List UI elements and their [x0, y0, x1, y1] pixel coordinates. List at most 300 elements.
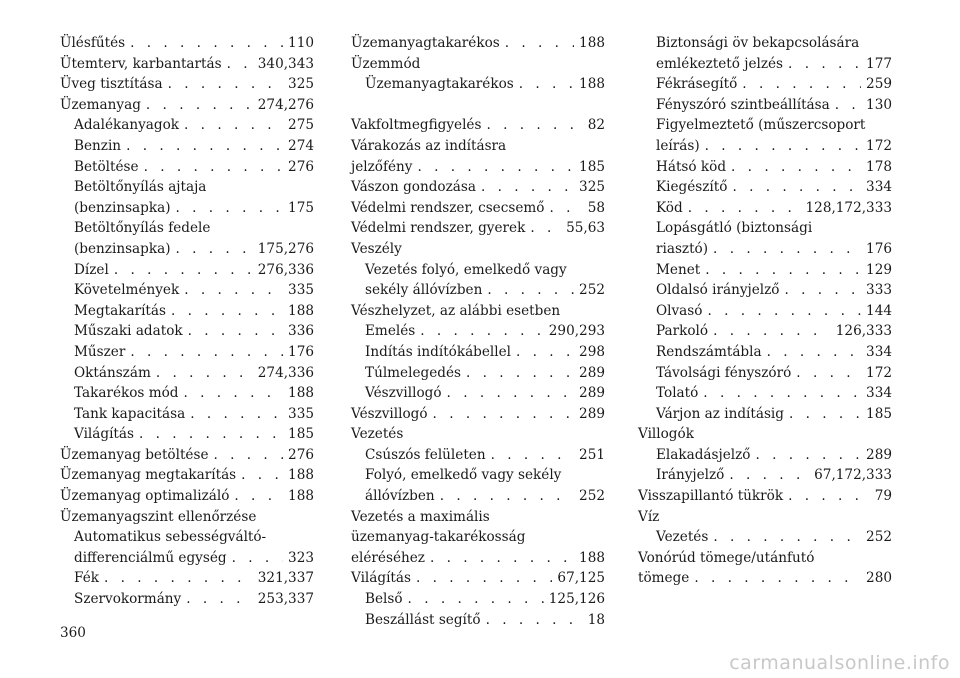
index-entry	[638, 342, 892, 363]
index-entry-label: Várakozás az indításra	[351, 137, 507, 154]
dot-leader	[130, 342, 283, 363]
dot-leader	[767, 342, 861, 363]
dot-leader	[505, 33, 574, 54]
index-entry-page: 177	[866, 55, 892, 72]
index-entry-label: Köd	[656, 199, 683, 216]
index-entry-label: tömege	[638, 570, 690, 587]
index-entry	[60, 548, 314, 569]
index-entry-label: Visszapillantó tükrök	[638, 488, 784, 505]
index-entry-label: Oldalsó irányjelző	[656, 282, 780, 299]
dot-leader	[139, 424, 283, 445]
dot-leader	[713, 321, 831, 342]
index-entry-label: Üveg tisztítása	[60, 76, 163, 93]
index-entry-page: 58	[587, 199, 605, 216]
index-entry	[638, 301, 892, 322]
index-entry-label: Adalékanyagok	[74, 117, 180, 134]
index-entry-label: Betöltése	[74, 158, 139, 175]
index-entry	[60, 54, 314, 75]
dot-leader	[796, 363, 861, 384]
index-entry	[60, 486, 314, 507]
index-entry-label: Vészvillogó	[351, 405, 428, 422]
index-column-1	[60, 33, 314, 610]
index-entry	[60, 383, 314, 404]
dot-leader	[789, 404, 861, 425]
dot-leader	[146, 95, 253, 116]
index-entry-label: leírás)	[656, 137, 700, 154]
index-entry-label: Vészvillogó	[365, 385, 442, 402]
index-entry	[351, 589, 605, 610]
index-entry	[638, 507, 892, 528]
index-column-3	[638, 33, 892, 589]
dot-leader	[530, 218, 561, 239]
dot-leader	[190, 404, 283, 425]
index-entry-label: Vászon gondozása	[351, 179, 476, 196]
dot-leader	[176, 198, 284, 219]
index-entry-label: differenciálmű egység	[74, 549, 227, 566]
index-entry-page: 129	[866, 261, 892, 278]
dot-leader	[516, 342, 574, 363]
index-entry	[638, 95, 892, 116]
index-entry-page: 188	[288, 467, 314, 484]
index-entry-label: Üzemanyagtakarékos	[351, 35, 500, 51]
index-entry	[60, 321, 314, 342]
index-entry	[638, 218, 892, 239]
index-entry	[351, 157, 605, 178]
dot-leader	[519, 74, 574, 95]
index-entry	[351, 301, 605, 322]
dot-leader	[742, 74, 861, 95]
index-entry-label: Villogók	[638, 426, 694, 443]
dot-leader	[417, 157, 574, 178]
index-entry	[60, 280, 314, 301]
index-entry	[351, 54, 605, 75]
index-entry-label: Folyó, emelkedő vagy sekély	[365, 467, 562, 484]
index-entry-label: Kiegészítő	[656, 179, 728, 196]
index-entry	[638, 527, 892, 548]
index-entry	[60, 589, 314, 610]
index-entry-page: 325	[288, 76, 314, 93]
index-entry	[638, 74, 892, 95]
index-entry-page: 172	[866, 137, 892, 154]
index-entry	[351, 177, 605, 198]
index-entry-page: 276,336	[257, 261, 314, 278]
index-entry-label: (benzinsapka)	[74, 199, 171, 216]
index-entry-page: 18	[587, 611, 605, 628]
index-entry	[351, 465, 605, 486]
dot-leader	[186, 589, 253, 610]
index-entry-page: 175,276	[257, 240, 314, 257]
index-entry-label: Védelmi rendszer, gyerek	[351, 220, 526, 237]
index-entry	[351, 239, 605, 260]
index-entry	[638, 404, 892, 425]
index-entry-label: Parkoló	[656, 323, 709, 340]
dot-leader	[731, 157, 861, 178]
index-entry	[60, 404, 314, 425]
index-entry-page: 188	[288, 488, 314, 505]
index-entry-page: 110	[288, 35, 314, 51]
index-entry-label: Vakfoltmegfigyelés	[351, 117, 482, 134]
index-entry-label: Dízel	[74, 261, 109, 278]
dot-leader	[234, 486, 283, 507]
dot-leader	[481, 177, 574, 198]
index-entry-label: Menet	[656, 261, 701, 278]
index-entry-label: Követelmények	[74, 282, 180, 299]
index-entry-page: 274	[288, 137, 314, 154]
index-entry	[351, 568, 605, 589]
index-entry-page: 323	[288, 549, 314, 566]
index-entry	[351, 321, 605, 342]
index-entry-page: 126,333	[835, 323, 892, 340]
index-entry	[638, 54, 892, 75]
index-entry-page: 188	[579, 549, 605, 566]
index-entry	[351, 342, 605, 363]
index-entry	[351, 280, 605, 301]
dot-leader	[241, 465, 283, 486]
index-entry	[60, 136, 314, 157]
index-entry-label: Irányjelző	[656, 467, 725, 484]
dot-leader	[156, 363, 253, 384]
index-entry-label: Műszaki adatok	[74, 323, 183, 340]
dot-leader	[130, 33, 283, 54]
index-entry-page: 185	[288, 426, 314, 443]
index-entry	[638, 198, 892, 219]
index-entry-label: Betöltőnyílás ajtaja	[74, 179, 207, 196]
index-entry-label: Takarékos mód	[74, 385, 179, 402]
index-entry	[60, 301, 314, 322]
dot-leader	[694, 568, 861, 589]
dot-leader	[171, 301, 283, 322]
index-entry-page: 188	[579, 76, 605, 93]
dot-leader	[491, 445, 574, 466]
index-entry	[638, 280, 892, 301]
index-entry-label: Ütemterv, karbantartás	[60, 55, 222, 72]
index-entry-label: Vonórúd tömege/utánfutó	[638, 549, 815, 566]
index-entry-label: Lopásgátló (biztonsági	[656, 220, 813, 237]
index-entry-label: Biztonsági öv bekapcsolására	[656, 35, 860, 51]
index-entry-page: 252	[579, 282, 605, 299]
index-entry	[351, 548, 605, 569]
index-entry-label: Veszély	[351, 240, 402, 257]
dot-leader	[707, 301, 861, 322]
dot-leader	[144, 157, 283, 178]
index-entry	[60, 568, 314, 589]
index-entry	[60, 465, 314, 486]
index-entry	[60, 115, 314, 136]
dot-leader	[184, 115, 283, 136]
dot-leader	[214, 445, 284, 466]
index-entry-page: 178	[866, 158, 892, 175]
dot-leader	[466, 363, 574, 384]
index-entry-page: 289	[579, 364, 605, 381]
index-entry-label: Fékrásegítő	[656, 76, 738, 93]
index-entry-label: Védelmi rendszer, csecsemő	[351, 199, 545, 216]
index-entry-page: 67,172,333	[814, 467, 892, 484]
index-entry	[60, 363, 314, 384]
index-entry-label: Világítás	[74, 426, 134, 443]
index-column-2	[351, 33, 605, 630]
index-entry-page: 82	[587, 117, 605, 134]
index-entry-page: 259	[866, 76, 892, 93]
index-entry	[638, 363, 892, 384]
index-entry-page: 252	[579, 488, 605, 505]
index-entry-page: 334	[866, 179, 892, 196]
index-entry	[638, 136, 892, 157]
index-entry-page: 252	[866, 529, 892, 546]
index-entry-page: 276	[288, 446, 314, 463]
index-entry-label: emlékeztető jelzés	[656, 55, 784, 72]
index-entry	[351, 115, 605, 136]
index-entry	[60, 527, 314, 548]
index-entry-label: Üzemanyagszint ellenőrzése	[60, 508, 257, 525]
index-entry-label: Rendszámtábla	[656, 343, 762, 360]
index-entry	[638, 321, 892, 342]
index-entry	[638, 445, 892, 466]
index-entry-label: Vezetés folyó, emelkedő vagy	[365, 261, 567, 278]
index-entry-label: Benzin	[74, 137, 122, 154]
index-entry-page: 289	[866, 446, 892, 463]
index-entry	[638, 177, 892, 198]
index-entry	[638, 33, 892, 54]
index-entry-page: 333	[866, 282, 892, 299]
index-entry-page: 176	[288, 343, 314, 360]
index-entry	[638, 383, 892, 404]
index-entry-label: sekély állóvízben	[365, 282, 483, 299]
index-entry-label: Víz	[638, 508, 660, 525]
index-entry-page: 185	[866, 405, 892, 422]
index-entry-label: Túlmelegedés	[365, 364, 461, 381]
index-entry-label: Elakadásjelző	[656, 446, 751, 463]
index-entry-page: 334	[866, 343, 892, 360]
index-entry	[638, 568, 892, 589]
index-entry-page: 335	[288, 405, 314, 422]
dot-leader	[420, 321, 544, 342]
index-entry-page: 321,337	[257, 570, 314, 587]
dot-leader	[729, 465, 809, 486]
index-entry-label: Oktánszám	[74, 364, 151, 381]
index-entry-label: Figyelmeztető (műszercsoport	[656, 117, 866, 134]
index-entry-page: 325	[579, 179, 605, 196]
index-entry	[638, 465, 892, 486]
index-entry-page: 144	[866, 302, 892, 319]
index-entry-page: 280	[866, 570, 892, 587]
index-spacer	[351, 95, 605, 116]
dot-leader	[430, 548, 574, 569]
index-entry-page: 251	[579, 446, 605, 463]
index-entry-label: Hátsó köd	[656, 158, 727, 175]
index-entry-page: 128,172,333	[805, 199, 892, 216]
index-entry-label: Fék	[74, 570, 99, 587]
dot-leader	[114, 260, 253, 281]
index-entry	[60, 177, 314, 198]
dot-leader	[184, 280, 283, 301]
index-entry	[60, 342, 314, 363]
dot-leader	[705, 136, 861, 157]
index-entry-label: Várjon az indításig	[656, 405, 784, 422]
index-entry-page: 290,293	[548, 323, 605, 340]
index-entry-label: Vezetés	[351, 426, 404, 443]
index-entry-page: 289	[579, 405, 605, 422]
index-entry-label: Üzemanyag megtakarítás	[60, 467, 237, 484]
index-entry-label: Szervokormány	[74, 591, 182, 608]
dot-leader	[416, 568, 552, 589]
index-entry	[60, 507, 314, 528]
dot-leader	[788, 486, 870, 507]
index-entry	[351, 424, 605, 445]
index-entry	[351, 33, 605, 54]
dot-leader	[732, 177, 861, 198]
index-entry	[60, 424, 314, 445]
dot-leader	[705, 260, 861, 281]
index-entry-label: Tank kapacitása	[74, 405, 186, 422]
index-entry-label: Belső	[365, 591, 403, 608]
index-entry	[60, 260, 314, 281]
index-entry-label: Műszer	[74, 343, 126, 360]
page-number: 360	[60, 625, 86, 641]
index-entry	[638, 115, 892, 136]
index-entry	[351, 610, 605, 631]
index-entry-label: Távolsági fényszóró	[656, 364, 792, 381]
index-entry	[351, 486, 605, 507]
index-entry-page: 188	[288, 385, 314, 402]
index-entry-page: 253,337	[257, 591, 314, 608]
index-entry-label: jelzőfény	[351, 158, 413, 175]
index-entry-label: Fényszóró szintbeállítása	[656, 96, 830, 113]
index-entry-page: 125,126	[548, 591, 605, 608]
index-entry-page: 175	[288, 199, 314, 216]
dot-leader	[788, 54, 861, 75]
index-entry	[351, 404, 605, 425]
index-entry	[60, 157, 314, 178]
index-entry-label: riasztó)	[656, 240, 709, 257]
index-entry-label: Üzemmód	[351, 55, 421, 72]
dot-leader	[447, 383, 575, 404]
index-entry-label: Olvasó	[656, 302, 703, 319]
dot-leader	[440, 486, 574, 507]
dot-leader	[755, 445, 861, 466]
dot-leader	[549, 198, 582, 219]
index-entry	[351, 74, 605, 95]
index-entry-label: Csúszós felületen	[365, 446, 486, 463]
dot-leader	[713, 239, 861, 260]
index-entry	[60, 33, 314, 54]
index-entry	[351, 507, 605, 528]
index-entry	[351, 218, 605, 239]
dot-leader	[688, 198, 801, 219]
dot-leader	[486, 610, 583, 631]
index-entry	[351, 198, 605, 219]
index-entry-page: 188	[579, 35, 605, 51]
index-entry-label: Automatikus sebességváltó-	[74, 529, 267, 546]
index-entry-page: 172	[866, 364, 892, 381]
index-entry-page: 276	[288, 158, 314, 175]
dot-leader	[486, 115, 582, 136]
index-entry-page: 275	[288, 117, 314, 134]
dot-leader	[184, 383, 284, 404]
dot-leader	[835, 95, 861, 116]
index-entry	[351, 383, 605, 404]
dot-leader	[784, 280, 861, 301]
dot-leader	[126, 136, 283, 157]
index-entry	[638, 239, 892, 260]
index-entry-label: Világítás	[351, 570, 411, 587]
index-entry-page: 55,63	[566, 220, 605, 237]
index-entry	[638, 548, 892, 569]
dot-leader	[713, 527, 861, 548]
index-entry	[351, 363, 605, 384]
index-entry-page: 335	[288, 282, 314, 299]
dot-leader	[168, 74, 283, 95]
dot-leader	[487, 280, 574, 301]
dot-leader	[104, 568, 253, 589]
index-entry	[638, 157, 892, 178]
index-entry-label: Vezetés	[656, 529, 709, 546]
index-entry-page: 336	[288, 323, 314, 340]
index-entry-label: Indítás indítókábellel	[365, 343, 512, 360]
index-entry-page: 274,336	[257, 364, 314, 381]
index-entry	[60, 198, 314, 219]
index-entry	[60, 74, 314, 95]
index-entry	[60, 239, 314, 260]
index-entry-label: Vezetés a maximális	[351, 508, 490, 525]
index-entry	[60, 218, 314, 239]
index-entry-page: 130	[866, 96, 892, 113]
dot-leader	[227, 54, 253, 75]
dot-leader	[433, 404, 575, 425]
index-entry	[60, 95, 314, 116]
watermark: carmanualsonline.info	[729, 652, 950, 674]
dot-leader	[703, 383, 861, 404]
index-entry-page: 79	[874, 488, 892, 505]
index-entry	[638, 424, 892, 445]
index-entry-label: Ülésfűtés	[60, 35, 126, 51]
index-entry-page: 289	[579, 385, 605, 402]
index-entry-label: Tolató	[656, 385, 699, 402]
index-entry	[351, 527, 605, 548]
index-entry-label: Megtakarítás	[74, 302, 166, 319]
index-entry-label: Üzemanyag optimalizáló	[60, 488, 230, 505]
index-entry-label: Vészhelyzet, az alábbi esetben	[351, 302, 561, 319]
index-entry-page: 185	[579, 158, 605, 175]
index-entry-page: 298	[579, 343, 605, 360]
index-entry-page: 334	[866, 385, 892, 402]
dot-leader	[408, 589, 544, 610]
index-entry-page: 340,343	[257, 55, 314, 72]
index-entry-label: eléréséhez	[351, 549, 425, 566]
index-entry	[351, 260, 605, 281]
dot-leader	[176, 239, 253, 260]
dot-leader	[188, 321, 283, 342]
index-entry-page: 188	[288, 302, 314, 319]
index-entry-label: Betöltőnyílás fedele	[74, 220, 211, 237]
index-entry-label: Emelés	[365, 323, 416, 340]
index-entry-label: (benzinsapka)	[74, 240, 171, 257]
index-entry-page: 274,276	[257, 96, 314, 113]
index-entry	[638, 486, 892, 507]
index-entry-page: 67,125	[557, 570, 605, 587]
index-entry-label: Üzemanyag betöltése	[60, 446, 209, 463]
index-entry-label: Üzemanyagtakarékos	[365, 76, 514, 93]
index-entry-label: állóvízben	[365, 488, 435, 505]
index-entry	[351, 445, 605, 466]
index-entry-page: 176	[866, 240, 892, 257]
index-entry	[60, 445, 314, 466]
index-entry	[638, 260, 892, 281]
index-entry-label: Beszállást segítő	[365, 611, 481, 628]
index-entry-label: üzemanyag-takarékosság	[351, 529, 526, 546]
dot-leader	[232, 548, 283, 569]
index-entry	[351, 136, 605, 157]
index-entry-label: Üzemanyag	[60, 96, 141, 113]
